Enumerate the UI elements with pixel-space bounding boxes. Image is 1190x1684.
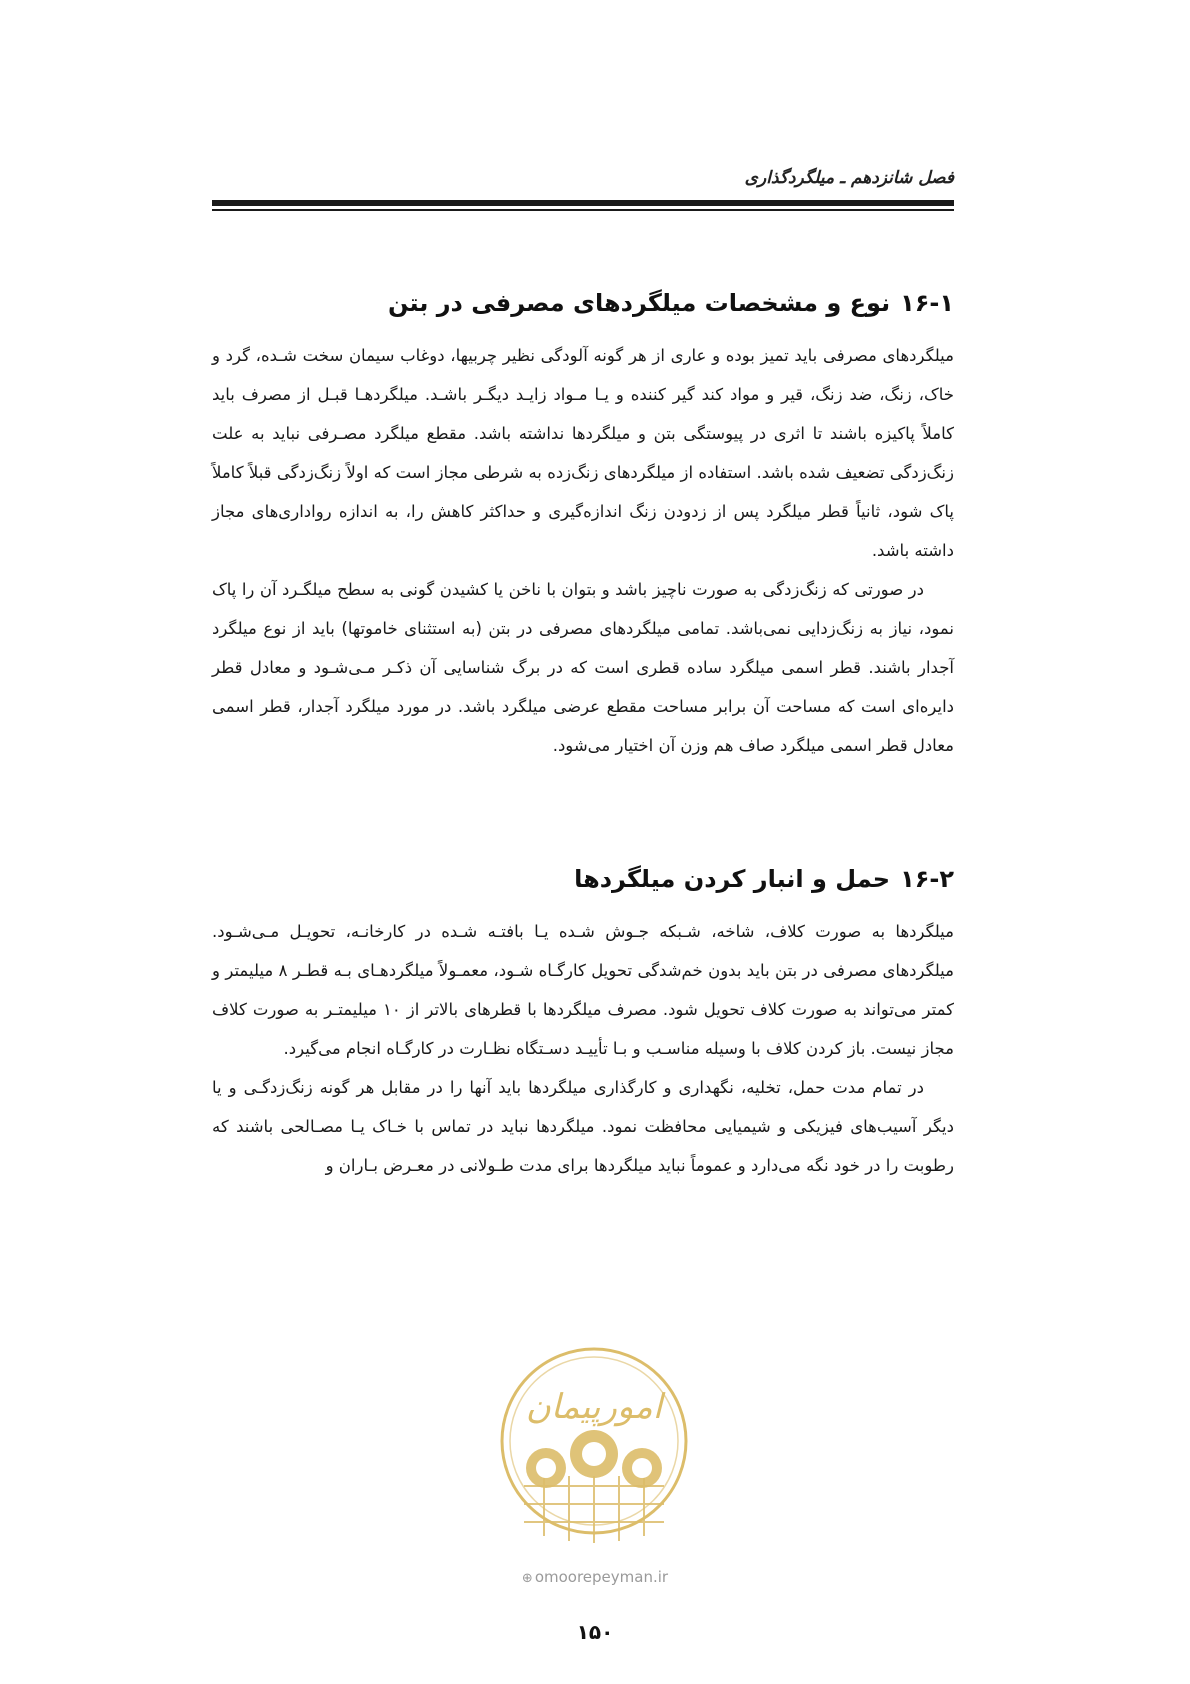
header-rule-thick — [212, 200, 954, 206]
watermark-url-text: omoorepeyman.ir — [534, 1568, 669, 1586]
section-2-number: ۱۶-۲ — [900, 865, 954, 893]
watermark-logo — [484, 1336, 704, 1556]
section-1-paragraph-1: میلگردهای مصرفی باید تمیز بوده و عاری از هر گونه آلودگی نظیر چربیها، دوغاب سیمان سخت شـده، گرد و خاک، زنگ، ضد زنگ، قیر و مواد کند گیر کننده و یـا مـواد زایـد دیگـر باشـد. میلگردهـا قبـل از مصرف باید کاملاً پاکیزه باشند تا اثری در پیوستگی بتن و میلگردها نداشته باشد. مقطع میلگرد مصـرفی نباید به علت زنگ‌زدگی تضعیف شده باشد. استفاده از میلگردهای زنگ‌زده به شرطی مجاز است که اولاً زنگ‌زدگی قبلاً کاملاً پاک شود، ثانیاً قطر میلگرد پس از زدودن زنگ اندازه‌گیری و حداکثر کاهش را، به اندازه رواداری‌های مجاز داشته باشد. — [212, 346, 954, 560]
watermark-url — [480, 1568, 710, 1586]
page-number: ۱۵۰ — [576, 1620, 614, 1644]
section-1-paragraph-2: در صورتی که زنگ‌زدگی به صورت ناچیز باشد و بتوان با ناخن یا کشیدن گونی به سطح میلگـرد آن را پاک نمود، نیاز به زنگ‌زدایی نمی‌باشد. تمامی میلگردهای مصرفی در بتن (به استثنای خاموتها) باید از نوع میلگرد آجدار باشند. قطر اسمی میلگرد ساده قطری است که در برگ شناسایی آن ذکـر مـی‌شـود و معادل قطر دایره‌ای است که مساحت آن برابر مساحت مقطع عرضی میلگرد باشد. در مورد میلگرد آجدار، قطر اسمی معادل قطر اسمی میلگرد صاف هم وزن آن اختیار می‌شود. — [212, 580, 954, 755]
section-2-title: حمل و انبار کردن میلگردها — [574, 865, 891, 893]
watermark-logo-text: امورپیمان — [525, 1387, 663, 1427]
section-2-paragraph-2: در تمام مدت حمل، تخلیه، نگهداری و کارگذاری میلگردها باید آنها را در مقابل هر گونه زنگ‌زدگـی و یا دیگر آسیب‌های فیزیکی و شیمیایی محافظت نمود. میلگردها نباید در تماس با خـاک یـا مصـالحی باشند که رطوبت را در خود نگه می‌دارد و عموماً نباید میلگردها برای مدت طـولانی در معـرض بـاران و — [212, 1078, 954, 1175]
globe-icon: ⊕ — [521, 1571, 533, 1586]
section-2-heading — [212, 862, 954, 896]
section-2-paragraph-1: میلگردها به صورت کلاف، شاخه، شـبکه جـوش شـده یـا بافتـه شـده در کارخانـه، تحویـل مـی‌شـود. میلگردهای مصرفی در بتن باید بدون خم‌شدگی تحویل کارگـاه شـود، معمـولاً میلگردهـای بـه قطـر ۸ میلیمتر و کمتر می‌تواند به صورت کلاف تحویل شود. مصرف میلگردها با قطرهای بالاتر از ۱۰ میلیمتـر به صورت کلاف مجاز نیست. باز کردن کلاف با وسیله مناسـب و بـا تأییـد دسـتگاه نظـارت در کارگـاه انجام می‌گیرد. — [212, 922, 954, 1058]
section-1-number: ۱۶-۱ — [900, 289, 954, 317]
section-2 — [212, 862, 954, 1185]
chapter-header: فصل شانزدهم ـ میلگردگذاری — [744, 168, 954, 188]
section-1 — [212, 286, 954, 765]
section-1-heading — [212, 286, 954, 320]
section-1-title: نوع و مشخصات میلگردهای مصرفی در بتن — [387, 289, 891, 317]
header-rule-thin — [212, 209, 954, 211]
